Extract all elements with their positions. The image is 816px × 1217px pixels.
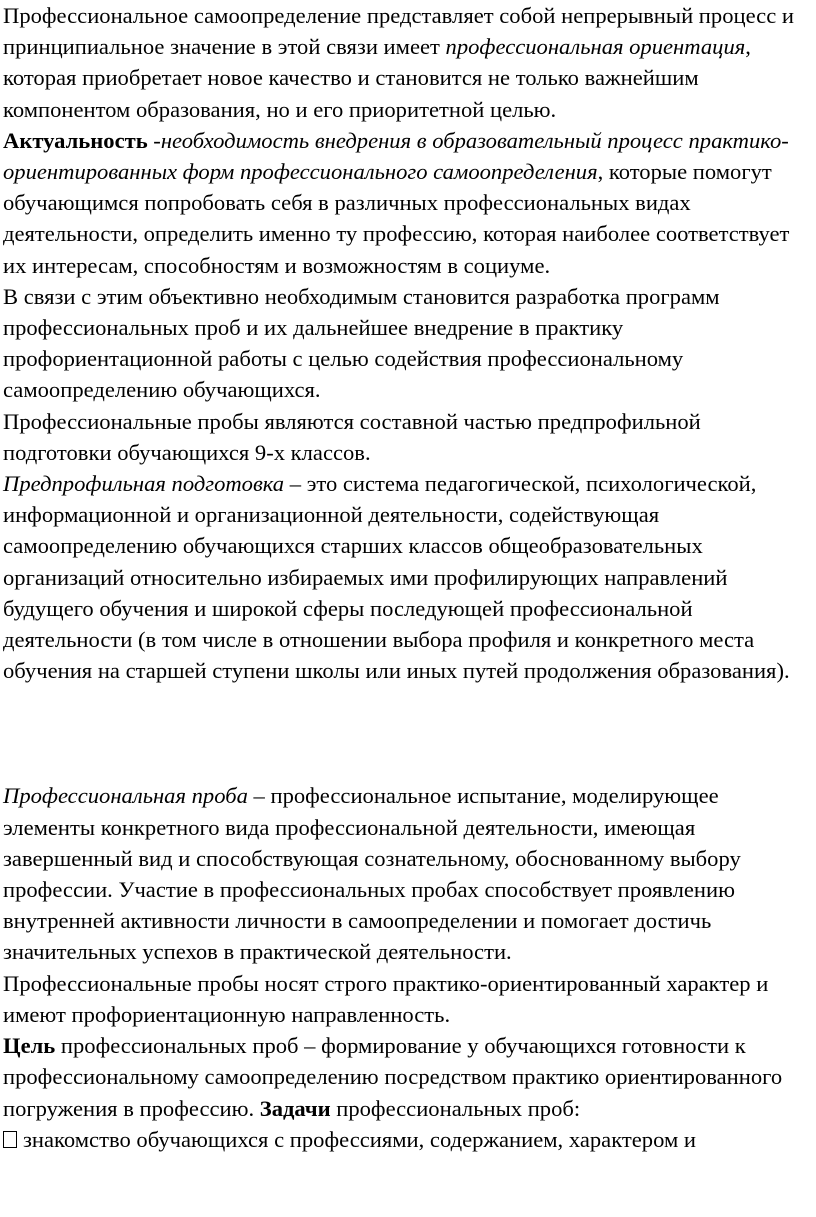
- paragraph-relevance: [3, 125, 800, 281]
- paragraph-preprofile-definition: [3, 468, 800, 686]
- bullet-box-icon: [3, 1131, 17, 1148]
- paragraph-intro: [3, 0, 800, 125]
- goal-heading: Цель: [3, 1033, 56, 1059]
- trial-term: Профессиональная проба: [3, 783, 248, 809]
- relevance-heading: Актуальность: [3, 127, 148, 153]
- paragraph-gap: [3, 686, 800, 780]
- relevance-italic-text: -необходимость внедрения в образовательный процесс практико-ориентированных форм профессионального самоопределения: [3, 127, 789, 185]
- intro-italic-term: профессиональная ориентация: [445, 34, 746, 60]
- paragraph-programs: В связи с этим объективно необходимым становится разработка программ профессиональных проб и их дальнейшее внедрение в практику профориентационной работы с целью содействия профессиональному самоопределению обучающихся.: [3, 283, 720, 403]
- paragraph-trial-definition: [3, 780, 800, 967]
- paragraph-trial-character: Профессиональные пробы носят строго практико-ориентированный характер и имеют профориентационную направленность.: [3, 970, 769, 1027]
- tasks-text: профессиональных проб:: [330, 1095, 581, 1121]
- trial-text: – профессиональное испытание, моделирующее элементы конкретного вида профессиональной деятельности, имеющая завершенный вид и способствующая сознательному, обоснованному выбору профессии. Участие в профессиональных пробах способствует проявлению внутренней активности личности в самоопределении и помогает достичь значительных успехов в практической деятельности.: [3, 783, 741, 965]
- relevance-text: , которые помогут обучающимся попробовать себя в различных профессиональных видах деятельности, определить именно ту профессию, которая наиболее соответствует их интересам, способностям и возможностям в социуме.: [3, 159, 790, 278]
- list-item-task: [3, 1124, 800, 1155]
- paragraph-prep-part: Профессиональные пробы являются составной частью предпрофильной подготовки обучающихся 9-х классов.: [3, 408, 701, 465]
- intro-text-end: , которая приобретает новое качество и становится не только важнейшим компонентом образования, но и его приоритетной целью.: [3, 34, 751, 122]
- tasks-heading: Задачи: [259, 1095, 331, 1121]
- preprofile-text: – это система педагогической, психологической, информационной и организационной деятельности, содействующая самоопределению обучающихся старших классов общеобразовательных организаций относительно избираемых ими профилирующих направлений будущего обучения и широкой сферы последующей профессиональной деятельности (в том числе в отношении выбора профиля и конкретного места обучения на старшей ступени школы или иных путей продолжения образования).: [3, 471, 790, 684]
- preprofile-term: Предпрофильная подготовка: [3, 471, 285, 497]
- paragraph-goal-tasks: [3, 1030, 800, 1124]
- goal-text: профессиональных проб – формирование у обучающихся готовности к профессиональному самоопределению посредством практико ориентированного погружения в профессию.: [3, 1033, 783, 1121]
- task-text: знакомство обучающихся с профессиями, содержанием, характером и: [23, 1126, 696, 1152]
- intro-text-start: Профессиональное самоопределение представляет собой непрерывный процесс и принципиальное значение в этой связи имеет: [3, 3, 794, 60]
